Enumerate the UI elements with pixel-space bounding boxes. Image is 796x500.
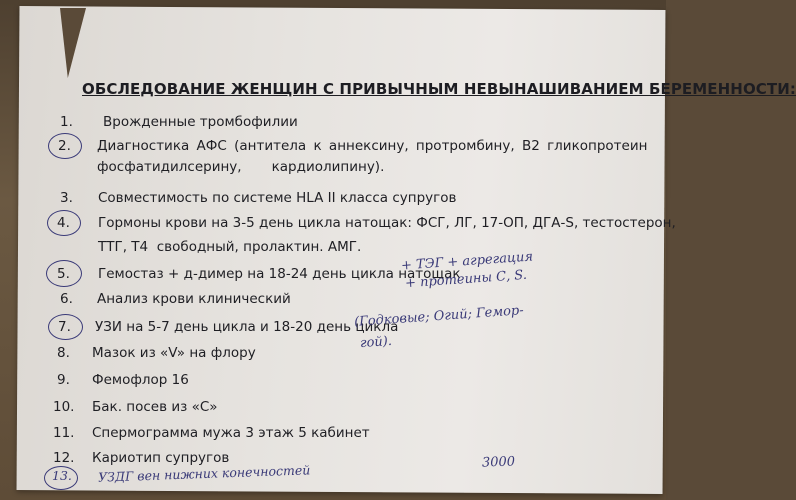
handwritten-note: + ТЭГ + агрегация	[400, 249, 534, 274]
item-number: 9.	[57, 372, 70, 388]
item-number: 6.	[60, 291, 73, 307]
list-item: Врожденные тромбофилии	[103, 114, 298, 130]
list-item: Спермограмма мужа 3 этаж 5 кабинет	[92, 425, 370, 441]
list-item: Фемофлор 16	[92, 372, 189, 388]
list-item: Совместимость по системе HLA II класса супругов	[98, 190, 457, 206]
item-number: 4.	[57, 215, 70, 231]
list-item: Гемостаз + д-димер на 18-24 день цикла натощак	[98, 266, 461, 282]
list-item: Бак. посев из «С»	[92, 399, 218, 415]
item-number: 3.	[60, 190, 73, 206]
item-number: 11.	[53, 425, 75, 441]
list-item: Диагностика АФС (антитела к аннексину, протромбину, В2 гликопротеин	[97, 138, 648, 154]
item-number: 5.	[57, 266, 70, 282]
list-item: Кариотип супругов	[92, 450, 230, 466]
list-item-continuation: ТТГ, Т4 свободный, пролактин. АМГ.	[98, 239, 362, 255]
document-title: ОБСЛЕДОВАНИЕ ЖЕНЩИН С ПРИВЫЧНЫМ НЕВЫНАШИВАНИЕМ БЕРЕМЕННОСТИ:	[82, 80, 796, 98]
item-number: 1.	[60, 114, 73, 130]
handwritten-note: (Годковые; Огий; Гемор-	[353, 303, 525, 330]
handwritten-item: УЗДГ вен нижних конечностей	[97, 462, 311, 485]
item-number: 2.	[58, 138, 71, 154]
item-number: 7.	[58, 319, 71, 335]
handwritten-price: 3000	[481, 454, 516, 471]
handwritten-note: гой).	[359, 333, 393, 352]
item-number: 10.	[53, 399, 75, 415]
list-item-continuation: фосфатидилсерину, кардиолипину).	[97, 159, 385, 175]
list-item: Мазок из «V» на флору	[92, 345, 256, 361]
handwritten-item-number: 13.	[52, 468, 72, 483]
item-number: 8.	[57, 345, 70, 361]
handwritten-note: + протеины С, S.	[404, 267, 528, 292]
list-item: Анализ крови клинический	[97, 291, 291, 307]
item-number: 12.	[53, 450, 75, 466]
list-item: Гормоны крови на 3-5 день цикла натощак: ФСГ, ЛГ, 17-ОП, ДГА-S, тестостерон,	[98, 215, 676, 231]
list-item: УЗИ на 5-7 день цикла и 18-20 день цикла	[95, 319, 399, 335]
